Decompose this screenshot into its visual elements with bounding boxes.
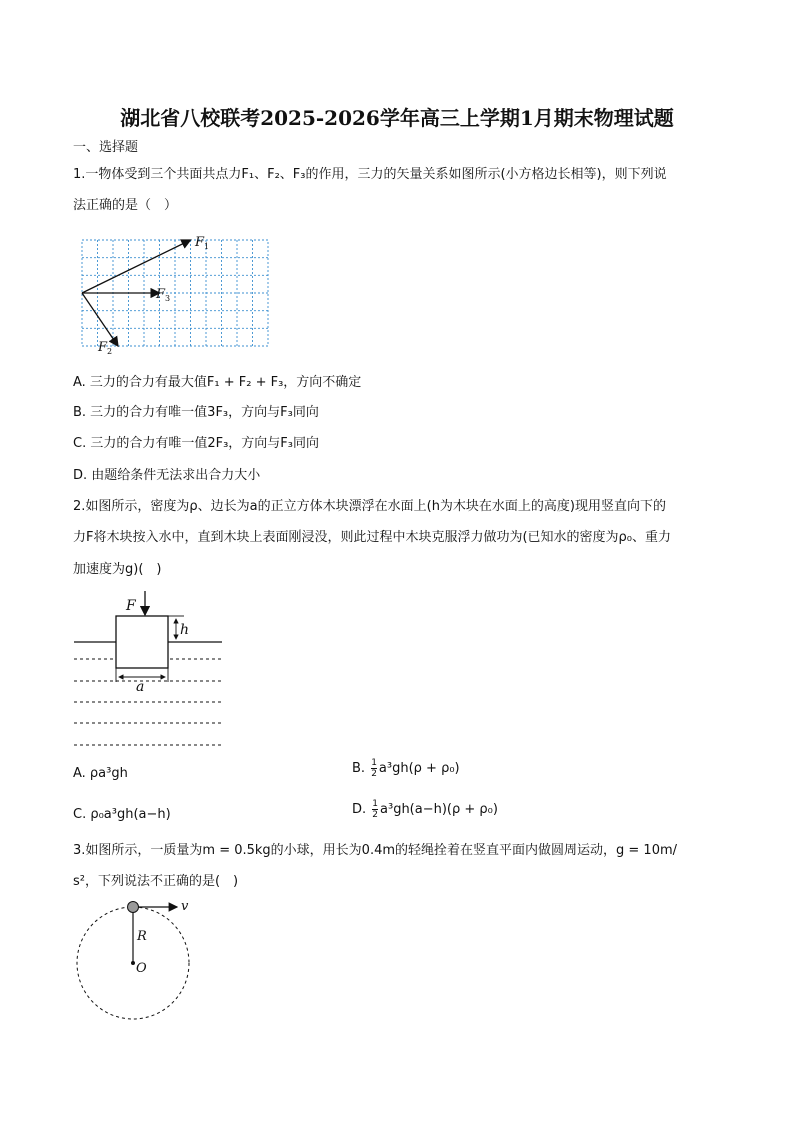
radius-label: R — [137, 929, 147, 944]
q2-option-d: D. $\frac{1}{2}$ a³gh(a−h)(ρ + ρ₀) — [352, 799, 498, 820]
q2-option-b: B. $\frac{1}{2}$ a³gh(ρ + ρ₀) — [352, 758, 460, 779]
center-label: O — [136, 961, 147, 976]
q2-option-c: C. ρ₀a³gh(a−h) — [73, 807, 171, 822]
one-half-fraction: $\frac{1}{2}$ — [372, 799, 379, 820]
f1-vector — [82, 240, 191, 293]
f3-label: $F_3$ — [156, 287, 171, 303]
side-label: a — [136, 679, 145, 695]
q3-stem-line2: s²，下列说法不正确的是( ) — [73, 874, 239, 889]
q2-stem-line2: 力F将木块按入水中，直到木块上表面刚浸没，则此过程中木块克服浮力做功为(已知水的密度为ρ₀、重力 — [73, 530, 672, 545]
q1-stem-line1: 1.一物体受到三个共面共点力F₁、F₂、F₃的作用，三力的矢量关系如图所示(小方格边长相等)，则下列说 — [73, 167, 667, 182]
f2-label: $F_2$ — [98, 340, 113, 356]
velocity-label: v — [181, 899, 189, 914]
page-title: 湖北省八校联考2025-2026学年高三上学期1月期末物理试题 — [120, 106, 674, 130]
one-half-fraction: $\frac{1}{2}$ — [371, 758, 377, 779]
q1-option-c: C. 三力的合力有唯一值2F₃，方向与F₃同向 — [73, 436, 319, 451]
force-label: F — [126, 598, 136, 614]
q1-force-grid-figure — [76, 230, 276, 360]
q1-stem-line2: 法正确的是（ ） — [73, 198, 178, 213]
center-point — [131, 961, 135, 965]
section-heading: 一、选择题 — [73, 140, 139, 155]
q1-option-b: B. 三力的合力有唯一值3F₃，方向与F₃同向 — [73, 405, 319, 420]
q1-option-d: D. 由题给条件无法求出合力大小 — [73, 468, 261, 483]
height-label: h — [180, 622, 190, 638]
q2-floating-block-figure — [72, 588, 224, 750]
water-lines — [74, 659, 222, 745]
ball — [128, 902, 139, 913]
q3-circular-motion-figure — [70, 894, 200, 1022]
wooden-block — [116, 616, 168, 668]
f1-label: $F_1$ — [195, 235, 210, 251]
q3-stem-line1: 3.如图所示，一质量为m = 0.5kg的小球，用长为0.4m的轻绳拴着在竖直平面内做圆周运动，g = 10m/ — [73, 843, 678, 858]
q1-option-a: A. 三力的合力有最大值F₁ + F₂ + F₃，方向不确定 — [73, 375, 362, 390]
q2-stem-line1: 2.如图所示，密度为ρ、边长为a的正立方体木块漂浮在水面上(h为木块在水面上的高度)现用竖直向下的 — [73, 499, 667, 514]
q2-stem-line3: 加速度为g)( ) — [73, 562, 162, 577]
q2-option-a: A. ρa³gh — [73, 766, 128, 781]
